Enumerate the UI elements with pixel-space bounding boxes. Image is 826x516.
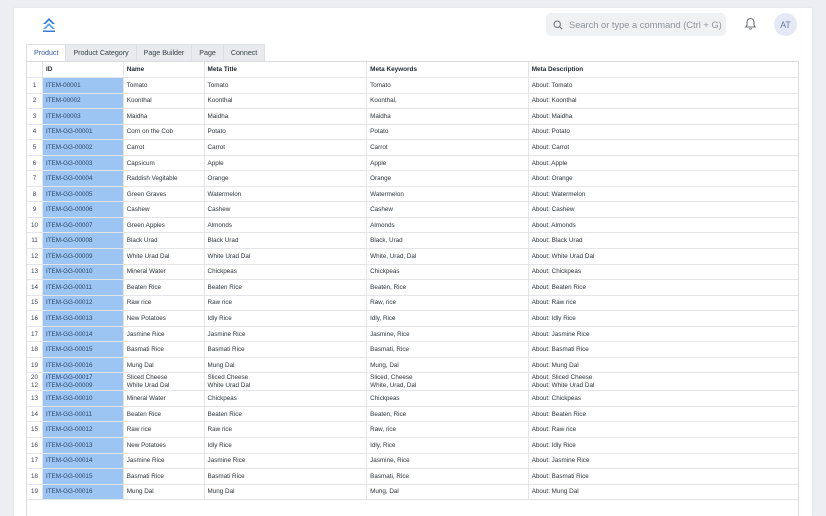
table-row[interactable]	[27, 109, 798, 125]
cell-meta-keywords[interactable]: Idly, Rice	[367, 438, 529, 453]
table-header-row	[27, 62, 798, 78]
cell-name[interactable]: Basmati Rice	[124, 342, 205, 357]
table-row[interactable]	[27, 311, 798, 327]
cell-meta-keywords[interactable]: Almonds	[367, 218, 529, 233]
cell-name[interactable]: Jasmine Rice	[124, 327, 205, 342]
row-number: 11	[27, 233, 43, 248]
cell-name[interactable]: Tomato	[124, 78, 205, 93]
search-icon	[553, 20, 563, 30]
column-header-id[interactable]: ID	[43, 62, 124, 77]
cell-name[interactable]: Raw rice	[124, 296, 205, 311]
cell-meta-title[interactable]: Idly Rice	[205, 438, 368, 453]
cell-meta-title[interactable]: Raw rice	[205, 296, 368, 311]
cell-meta-description-line: About: White Urad Dal	[531, 381, 595, 389]
cell-id[interactable]: ITEM-GG-00015	[43, 342, 124, 357]
cell-name[interactable]: Raw rice	[124, 422, 205, 437]
table-row[interactable]	[27, 327, 798, 343]
cell-meta-title[interactable]: Basmati Rice	[205, 469, 368, 484]
cell-meta-keywords[interactable]: Jasmine, Rice	[367, 454, 529, 469]
row-number: 15	[27, 422, 43, 437]
row-number: 4	[27, 125, 43, 140]
column-header-meta-title[interactable]: Meta Title	[205, 62, 368, 77]
cell-meta-description[interactable]: About: Raw rice	[531, 299, 577, 307]
cell-meta-keywords[interactable]: Raw, rice	[367, 422, 529, 437]
cell-id[interactable]: ITEM-GG-00016	[43, 358, 124, 373]
cell-meta-keywords[interactable]: Basmati, Rice	[367, 469, 529, 484]
table-row[interactable]	[27, 94, 798, 110]
cell-id[interactable]: ITEM-00003	[43, 109, 124, 124]
cell-id[interactable]: ITEM-00002	[43, 94, 124, 109]
cell-id[interactable]: ITEM-GG-00014	[43, 454, 124, 469]
cell-meta-title[interactable]: Black Urad	[205, 233, 368, 248]
row-number: 16	[27, 438, 43, 453]
table-row[interactable]	[27, 373, 798, 391]
row-number: 16	[27, 311, 43, 326]
row-number: 12	[27, 249, 43, 264]
cell-id[interactable]: ITEM-GG-00011	[43, 280, 124, 295]
cell-name[interactable]: Jasmine Rice	[124, 454, 205, 469]
table-row[interactable]	[27, 125, 798, 141]
table-row[interactable]	[27, 187, 798, 203]
table-row[interactable]	[27, 171, 798, 187]
row-number: 9	[27, 202, 43, 217]
row-number: 19	[27, 358, 43, 373]
cell-meta-title[interactable]: Chickpeas	[205, 391, 368, 406]
column-header-meta-description[interactable]: Meta Description	[531, 66, 584, 73]
table-row[interactable]	[27, 233, 798, 249]
cell-id[interactable]: ITEM-GG-00007	[43, 218, 124, 233]
cell-meta-description[interactable]: About: Black Urad	[531, 237, 583, 245]
cell-meta-keywords[interactable]: Koonthal,	[367, 94, 529, 109]
cell-meta-keywords[interactable]: Mung, Dal	[367, 358, 529, 373]
cell-meta-keywords[interactable]: Basmati, Rice	[367, 342, 529, 357]
cell-meta-keywords-line: Sliced, Cheese	[370, 374, 413, 382]
cell-meta-description[interactable]: About: Idly Rice	[531, 314, 576, 322]
cell-meta-title-line: Sliced Cheese	[207, 374, 249, 382]
cell-meta-keywords[interactable]: Jasmine, Rice	[367, 327, 529, 342]
cell-id[interactable]: ITEM-GG-00002	[43, 140, 124, 155]
cell-meta-keywords[interactable]: Apple	[367, 156, 529, 171]
cell-name[interactable]: Maidha	[124, 109, 205, 124]
search-placeholder: Search or type a command (Ctrl + G)	[569, 19, 722, 30]
cell-id[interactable]: ITEM-GG-00011	[43, 407, 124, 422]
cell-id[interactable]: ITEM-GG-00012	[43, 296, 124, 311]
cell-id[interactable]	[43, 373, 124, 390]
table-row[interactable]	[27, 140, 798, 156]
row-number: 3	[27, 109, 43, 124]
cell-name[interactable]: Carrot	[124, 140, 205, 155]
row-number: 19	[27, 485, 43, 500]
cell-meta-title[interactable]: Apple	[205, 156, 368, 171]
cell-meta-description[interactable]: About: Tomato	[531, 81, 573, 89]
cell-id[interactable]: ITEM-GG-00008	[43, 233, 124, 248]
row-number: 8	[27, 187, 43, 202]
cell-meta-title[interactable]: Koonthal	[205, 94, 368, 109]
row-number: 2	[27, 94, 43, 109]
cell-meta-keywords[interactable]: Black, Urad	[367, 233, 529, 248]
cell-name[interactable]: New Potatoes	[124, 438, 205, 453]
cell-id[interactable]: ITEM-GG-00005	[43, 187, 124, 202]
cell-meta-description[interactable]	[529, 373, 798, 390]
cell-id[interactable]: ITEM-GG-00016	[43, 485, 124, 500]
cell-meta-keywords[interactable]: Maidha	[367, 109, 529, 124]
cell-meta-title[interactable]: Beaten Rice	[205, 280, 368, 295]
cell-meta-keywords[interactable]: Orange	[367, 171, 529, 186]
cell-meta-description[interactable]: About: Beaten Rice	[531, 410, 586, 418]
cell-meta-title[interactable]: Mung Dal	[205, 485, 368, 500]
cell-meta-description[interactable]: About: Carrot	[531, 143, 570, 151]
cell-name[interactable]: Black Urad	[124, 233, 205, 248]
cell-id[interactable]: ITEM-GG-00010	[43, 265, 124, 280]
cell-meta-title[interactable]: Carrot	[205, 140, 368, 155]
table-row[interactable]	[27, 249, 798, 265]
cell-meta-keywords[interactable]: Carrot	[367, 140, 529, 155]
cell-id[interactable]: ITEM-GG-00003	[43, 156, 124, 171]
cell-meta-title[interactable]: Beaten Rice	[205, 407, 368, 422]
cell-meta-title[interactable]: Basmati Rice	[205, 342, 368, 357]
cell-meta-description[interactable]: About: Basmati Rice	[531, 346, 589, 354]
cell-meta-keywords-line: White, Urad, Dal	[370, 381, 417, 389]
column-header-meta-keywords[interactable]: Meta Keywords	[367, 62, 529, 77]
row-number: 18	[27, 342, 43, 357]
cell-name[interactable]: Mung Dal	[124, 485, 205, 500]
table-row[interactable]	[27, 454, 798, 470]
table-row[interactable]	[27, 78, 798, 94]
row-number: 14	[27, 407, 43, 422]
tab-page-builder[interactable]: Page Builder	[137, 44, 193, 61]
cell-id[interactable]: ITEM-00001	[43, 78, 124, 93]
row-number: 18	[27, 469, 43, 484]
tab-page[interactable]: Page	[192, 44, 224, 61]
row-number: 13	[27, 391, 43, 406]
cell-id[interactable]: ITEM-GG-00009	[43, 249, 124, 264]
table-row[interactable]	[27, 296, 798, 312]
row-number: 13	[27, 265, 43, 280]
cell-meta-description[interactable]: About: Maidha	[531, 112, 573, 120]
row-number: 15	[27, 296, 43, 311]
cell-id-line: ITEM-GG-00009	[45, 381, 93, 389]
cell-meta-title[interactable]: Watermelon	[205, 187, 368, 202]
cell-meta-title[interactable]: Orange	[205, 171, 368, 186]
row-number: 10	[27, 218, 43, 233]
navbar	[14, 8, 812, 44]
cell-id[interactable]: ITEM-GG-00015	[43, 469, 124, 484]
cell-meta-description[interactable]: About: Orange	[531, 175, 573, 183]
cell-meta-keywords[interactable]: Raw, rice	[367, 296, 529, 311]
cell-name[interactable]: Basmati Rice	[124, 469, 205, 484]
row-number-line: 20	[30, 374, 38, 382]
cell-name[interactable]: Mineral Water	[124, 391, 205, 406]
cell-meta-keywords[interactable]: White, Urad, Dal	[367, 249, 529, 264]
cell-name[interactable]: Green Apples	[124, 218, 205, 233]
cell-meta-title[interactable]	[205, 373, 368, 390]
cell-meta-title[interactable]: Cashew	[205, 202, 368, 217]
row-number: 17	[27, 454, 43, 469]
table-row[interactable]	[27, 342, 798, 358]
table-row[interactable]	[27, 391, 798, 407]
table-row[interactable]	[27, 407, 798, 423]
cell-meta-description[interactable]: About: Mung Dal	[531, 361, 579, 369]
cell-meta-title[interactable]: Chickpeas	[205, 265, 368, 280]
cell-id[interactable]: ITEM-GG-00006	[43, 202, 124, 217]
cell-meta-keywords[interactable]: Cashew	[367, 202, 529, 217]
cell-name[interactable]	[124, 373, 205, 390]
tab-connect[interactable]: Connect	[224, 44, 265, 61]
bell-icon[interactable]	[744, 17, 757, 31]
cell-meta-title[interactable]: White Urad Dal	[205, 249, 368, 264]
tab-product-category[interactable]: Product Category	[66, 44, 136, 61]
cell-meta-description[interactable]: About: Apple	[531, 159, 568, 167]
table-row[interactable]	[27, 280, 798, 296]
cell-meta-description[interactable]: About: Basmati Rice	[531, 472, 589, 480]
cell-meta-keywords[interactable]: Potato	[367, 125, 529, 140]
table-row[interactable]	[27, 422, 798, 438]
cell-id[interactable]: ITEM-GG-00004	[43, 171, 124, 186]
cell-meta-title[interactable]: Tomato	[205, 78, 368, 93]
avatar[interactable]: AT	[774, 13, 797, 36]
table-body	[27, 78, 798, 500]
app-window	[14, 8, 812, 516]
cell-meta-description[interactable]: About: Chickpeas	[531, 268, 582, 276]
app-logo-icon[interactable]	[40, 16, 58, 34]
cell-meta-keywords[interactable]	[367, 373, 529, 390]
cell-name[interactable]: Green Graves	[124, 187, 205, 202]
cell-meta-title[interactable]: Idly Rice	[205, 311, 368, 326]
cell-name[interactable]: Beaten Rice	[124, 407, 205, 422]
tab-bar	[26, 44, 265, 61]
cell-name[interactable]: Raddish Vegitable	[124, 171, 205, 186]
column-header-name[interactable]: Name	[124, 62, 205, 77]
row-number: 7	[27, 171, 43, 186]
cell-meta-title[interactable]: Almonds	[205, 218, 368, 233]
cell-id[interactable]: ITEM-GG-00012	[43, 422, 124, 437]
table-row[interactable]	[27, 438, 798, 454]
cell-meta-description[interactable]: About: Cashew	[531, 206, 575, 214]
cell-meta-title[interactable]: Jasmine Rice	[205, 454, 368, 469]
cell-meta-title[interactable]: Potato	[205, 125, 368, 140]
cell-meta-description-line: About: Sliced Cheese	[531, 374, 593, 382]
table-row[interactable]	[27, 202, 798, 218]
search-bar[interactable]	[546, 13, 726, 36]
cell-id[interactable]: ITEM-GG-00001	[43, 125, 124, 140]
cell-name[interactable]: Beaten Rice	[124, 280, 205, 295]
cell-name[interactable]: Cashew	[124, 202, 205, 217]
row-number: 1	[27, 78, 43, 93]
table-row[interactable]	[27, 358, 798, 374]
cell-meta-keywords[interactable]: Chickpeas	[367, 265, 529, 280]
cell-meta-description[interactable]: About: Almonds	[531, 221, 576, 229]
row-number: 14	[27, 280, 43, 295]
cell-id[interactable]: ITEM-GG-00013	[43, 438, 124, 453]
cell-meta-title[interactable]: Raw rice	[205, 422, 368, 437]
cell-name[interactable]: Mineral Water	[124, 265, 205, 280]
row-number	[27, 373, 43, 390]
cell-meta-description[interactable]: About: Chickpeas	[531, 395, 582, 403]
row-number-header	[27, 62, 43, 77]
cell-meta-keywords[interactable]: Idly, Rice	[367, 311, 529, 326]
cell-name[interactable]: Mung Dal	[124, 358, 205, 373]
cell-meta-description[interactable]: About: Potato	[531, 128, 570, 136]
row-number: 17	[27, 327, 43, 342]
cell-meta-keywords[interactable]: Beaten, Rice	[367, 280, 529, 295]
cell-meta-keywords[interactable]: Watermelon	[367, 187, 529, 202]
cell-meta-description[interactable]: About: Jasmine Rice	[531, 330, 590, 338]
table-row[interactable]	[27, 469, 798, 485]
cell-meta-keywords[interactable]: Beaten, Rice	[367, 407, 529, 422]
row-number: 6	[27, 156, 43, 171]
cell-meta-description[interactable]: About: Watermelon	[531, 190, 586, 198]
cell-name[interactable]: White Urad Dal	[124, 249, 205, 264]
cell-meta-description[interactable]: About: Jasmine Rice	[531, 457, 590, 465]
table-row[interactable]	[27, 485, 798, 501]
cell-meta-description[interactable]: About: Raw rice	[531, 426, 577, 434]
cell-meta-keywords[interactable]: Mung, Dal	[367, 485, 529, 500]
cell-name[interactable]: Capsicum	[124, 156, 205, 171]
cell-name-line: White Urad Dal	[126, 381, 170, 389]
cell-meta-title[interactable]: Jasmine Rice	[205, 327, 368, 342]
data-table	[26, 61, 799, 516]
cell-name[interactable]: Koonthal	[124, 94, 205, 109]
row-number: 5	[27, 140, 43, 155]
cell-meta-title[interactable]: Maidha	[205, 109, 368, 124]
cell-id-line: ITEM-GG-00017	[45, 374, 93, 382]
cell-id[interactable]: ITEM-GG-00013	[43, 311, 124, 326]
cell-meta-description[interactable]: About: Mung Dal	[531, 488, 579, 496]
cell-name[interactable]: New Potatoes	[124, 311, 205, 326]
cell-name-line: Sliced Cheese	[126, 374, 168, 382]
table-row[interactable]	[27, 218, 798, 234]
cell-meta-keywords[interactable]: Tomato	[367, 78, 529, 93]
cell-meta-description[interactable]: About: Idly Rice	[531, 441, 576, 449]
cell-meta-title[interactable]: Mung Dal	[205, 358, 368, 373]
cell-id[interactable]: ITEM-GG-00010	[43, 391, 124, 406]
cell-meta-description[interactable]: About: Koonthal	[531, 97, 577, 105]
cell-id[interactable]: ITEM-GG-00014	[43, 327, 124, 342]
cell-meta-description[interactable]: About: White Urad Dal	[531, 252, 595, 260]
cell-name[interactable]: Corn on the Cob	[124, 125, 205, 140]
cell-meta-description[interactable]: About: Beaten Rice	[531, 283, 586, 291]
table-row[interactable]	[27, 156, 798, 172]
cell-meta-title-line: White Urad Dal	[207, 381, 251, 389]
row-number-line: 12	[30, 381, 38, 389]
cell-meta-keywords[interactable]: Chickpeas	[367, 391, 529, 406]
tab-product[interactable]: Product	[26, 44, 66, 61]
table-row[interactable]	[27, 265, 798, 281]
